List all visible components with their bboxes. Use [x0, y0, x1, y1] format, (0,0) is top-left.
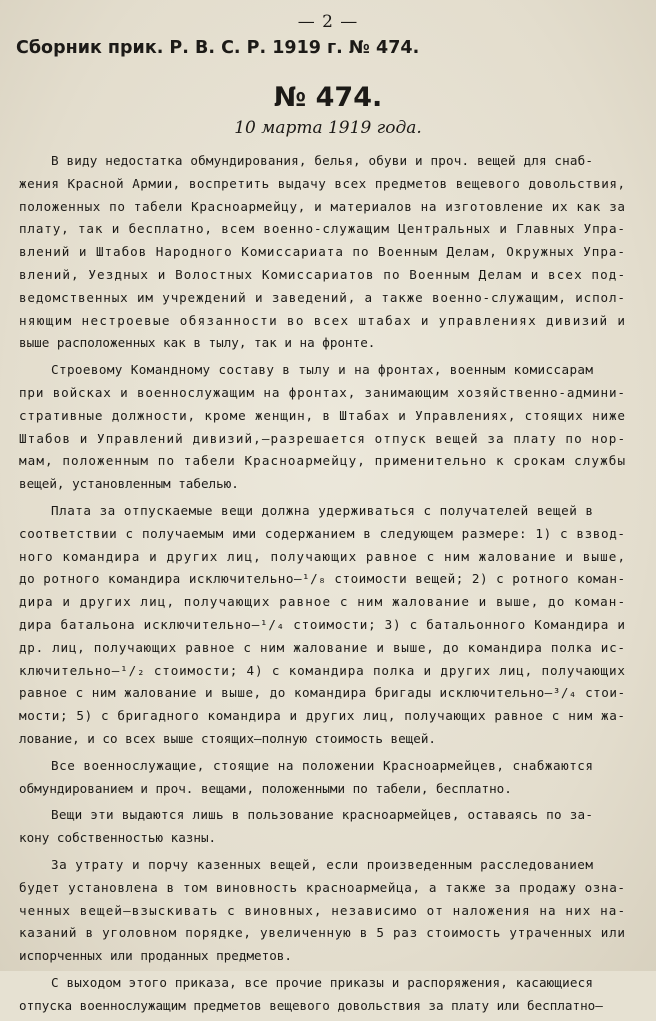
- text-line: ведомственных им учреждений и заведений, а также военно-служащим, испол-: [19, 289, 626, 305]
- text-line: ключительно—¹/₂ стоимости; 4) с командира полка и других лиц, получающих: [19, 662, 626, 678]
- text-line: др. лиц, получающих равное с ним жалование и выше, до командира полка ис-: [19, 639, 626, 655]
- order-number: № 474.: [273, 82, 383, 113]
- text-line: вещей, установленным табелью.: [19, 476, 239, 492]
- text-line: Вещи эти выдаются лишь в пользование красноармейцев, оставаясь по за-: [51, 807, 594, 823]
- text-line: при войсках и военнослужащим на фронтах, занимающим хозяйственно-админи-: [19, 384, 626, 400]
- text-line: ченных вещей—взыскивать с виновных, независимо от наложения на них на-: [19, 902, 627, 918]
- text-line: кону собственностью казны.: [19, 830, 217, 846]
- paragraph: [19, 359, 625, 496]
- text-line: Все военнослужащие, стоящие на положении Красноармейцев, снабжаются: [51, 757, 594, 773]
- text-line: казаний в уголовном порядке, увеличенную в 5 раз стоимость утраченных или: [19, 925, 626, 941]
- text-line: влений и Штабов Народного Комиссариата по Военным Делам, Окружных Упра-: [19, 244, 626, 260]
- text-line: ного командира и других лиц, получающих равное с ним жалование и выше,: [19, 548, 627, 564]
- paragraph: [19, 150, 625, 355]
- paragraph: [19, 500, 625, 751]
- order-body: [19, 150, 625, 1021]
- text-line: Штабов и Управлений дивизий,—разрешается отпуск вещей за плату по нор-: [19, 430, 627, 446]
- text-line: плату, так и бесплатно, всем военно-служащим Центральных и Главных Упра-: [19, 221, 626, 237]
- text-line: Строевому Командному составу в тылу и на фронтах, военным комиссарам: [51, 362, 594, 378]
- page-number: — 2 —: [297, 12, 359, 32]
- paragraph: [19, 755, 625, 801]
- text-line: будет установлена в том виновность красноармейца, а также за продажу озна-: [19, 879, 626, 895]
- text-line: стративные должности, кроме женщин, в Штабах и Управлениях, стоящих ниже: [19, 407, 626, 423]
- text-line: мости; 5) с бригадного командира и других лиц, получающих равное с ним жа-: [19, 708, 626, 724]
- text-line: отпуска военнослужащим предметов вещевого довольствия за плату или бесплатно—: [19, 997, 603, 1013]
- collection-header: Сборник прик. Р. В. С. Р. 1919 г. № 474.: [16, 38, 420, 58]
- text-line: мам, положенным по табели Красноармейцу, применительно к срокам службы: [19, 453, 627, 469]
- text-line: С выходом этого приказа, все прочие приказы и распоряжения, касающиеся: [51, 974, 594, 990]
- text-line: положенных по табели Красноармейцу, и материалов на изготовление их как за: [19, 198, 626, 214]
- text-line: жения Красной Армии, воспретить выдачу всех предметов вещевого довольствия,: [19, 175, 626, 191]
- text-line: выше расположенных как в тылу, так и на фронте.: [19, 335, 376, 351]
- text-line: влений, Уездных и Волостных Комиссариатов по Военным Делам и всех под-: [19, 266, 627, 282]
- text-line: За утрату и порчу казенных вещей, если произведенным расследованием: [51, 856, 594, 872]
- text-line: В виду недостатка обмундирования, белья, обуви и проч. вещей для снаб-: [51, 153, 594, 168]
- text-line: лование, и со всех выше стоящих—полную стоимость вещей.: [19, 730, 437, 746]
- text-line: дира батальона исключительно—¹/₄ стоимости; 3) с батальонного Командира и: [19, 616, 626, 632]
- text-line: испорченных или проданных предметов.: [19, 948, 292, 964]
- text-line: дира и других лиц, получающих равное с ним жалование и выше, до коман-: [19, 594, 627, 610]
- order-date: 10 марта 1919 года.: [234, 118, 422, 138]
- paragraph: [19, 854, 625, 968]
- paragraph: [19, 804, 625, 850]
- text-line: няющим нестроевые обязанности во всех штабах и управлениях дивизий и: [19, 312, 627, 328]
- text-line: обмундированием и проч. вещами, положенными по табели, бесплатно.: [19, 780, 512, 796]
- text-line: равное с ним жалование и выше, до командира бригады исключительно—³/₄ стои-: [19, 685, 626, 701]
- text-line: до ротного командира исключительно—¹/₈ стоимости вещей; 2) с ротного коман-: [19, 571, 626, 587]
- text-line: соответствии с получаемым ими содержанием в следующем размере: 1) с взвод-: [19, 525, 626, 541]
- paragraph: [19, 972, 625, 1018]
- text-line: Плата за отпускаемые вещи должна удерживаться с получателей вещей в: [51, 502, 594, 518]
